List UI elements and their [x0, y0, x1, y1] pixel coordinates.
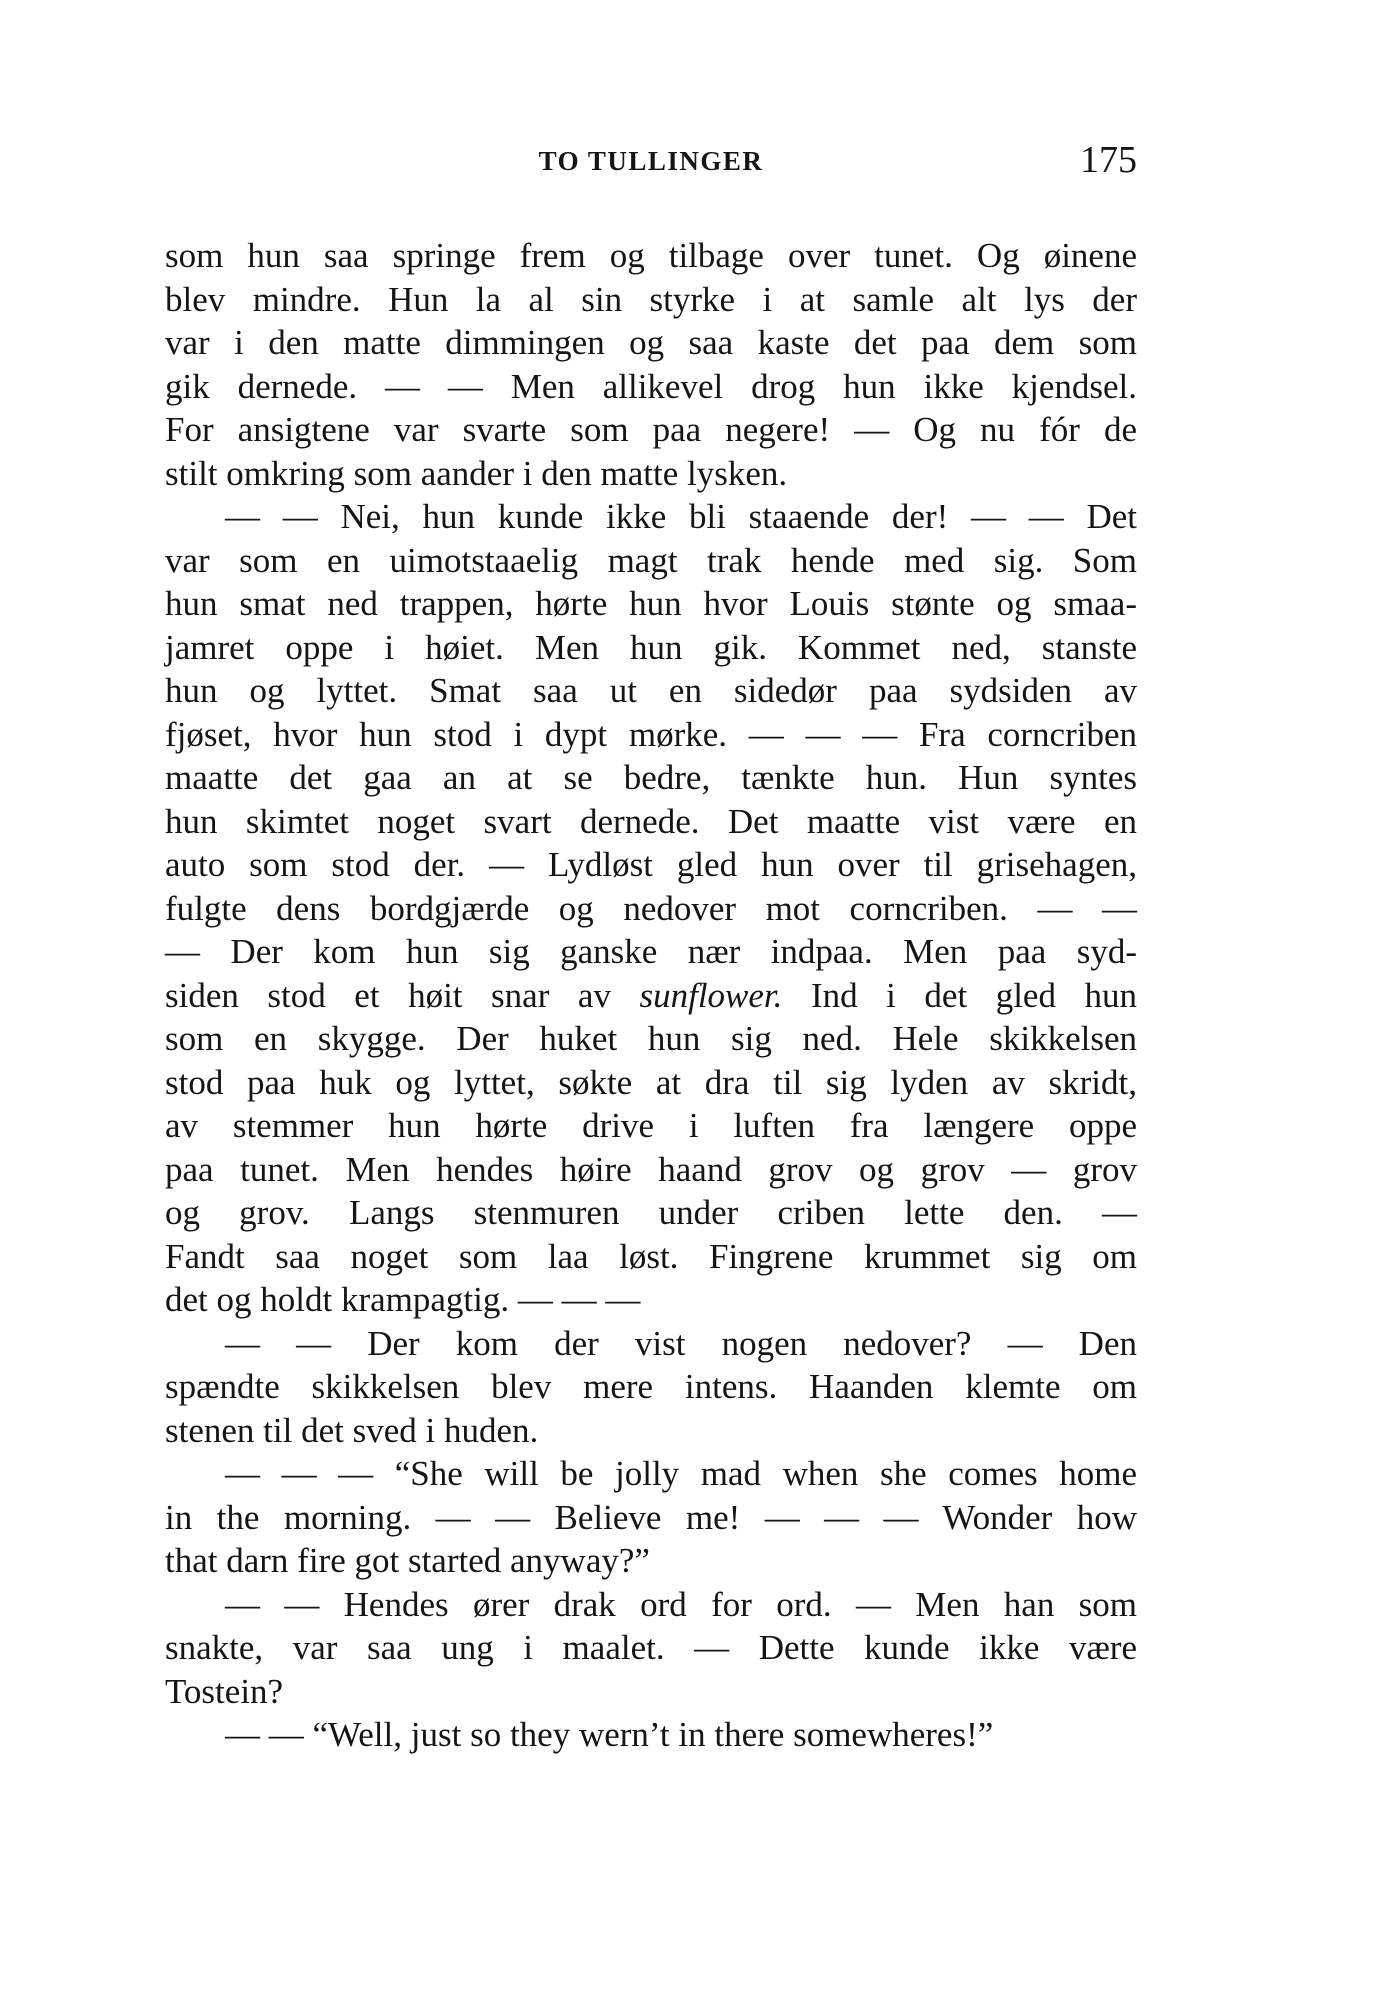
text-line: det og holdt krampagtig. — — — [165, 1280, 641, 1319]
body-text [165, 234, 1137, 1757]
text-line: — — — “She will be jolly mad when she comes home [225, 1454, 1137, 1493]
text-line: hun og lyttet. Smat saa ut en sidedør paa sydsiden av [165, 671, 1137, 710]
page-number: 175 [1080, 139, 1137, 181]
text-line: fulgte dens bordgjærde og nedover mot corncriben. — — [165, 888, 1137, 928]
text-line: stilt omkring som aander i den matte lysken. [165, 453, 788, 493]
text-fragment: siden stod et høit snar av [165, 975, 640, 1015]
running-title: TO TULLINGER [538, 146, 764, 176]
running-head [165, 138, 1137, 182]
text-line: — — Hendes ører drak ord for ord. — Men han som [225, 1584, 1137, 1624]
text-fragment: Ind i det gled hun [782, 975, 1137, 1015]
text-line: — — Nei, hun kunde ikke bli staaende der! — — Det [225, 497, 1137, 536]
text-line: stod paa huk og lyttet, søkte at dra til sig lyden av skridt, [165, 1062, 1137, 1102]
text-line: fjøset, hvor hun stod i dypt mørke. — — — Fra corncriben [165, 714, 1137, 754]
text-line: maatte det gaa an at se bedre, tænkte hun. Hun syntes [165, 758, 1137, 797]
text-line-with-italic [165, 974, 1137, 1018]
text-line: stenen til det sved i huden. [165, 1410, 539, 1450]
text-line: som en skygge. Der huket hun sig ned. Hele skikkelsen [165, 1019, 1137, 1058]
text-line: — — Der kom der vist nogen nedover? — Den [225, 1323, 1137, 1363]
text-line: Fandt saa noget som laa løst. Fingrene krummet sig om [165, 1236, 1137, 1276]
text-line: in the morning. — — Believe me! — — — Wonder how [165, 1497, 1137, 1537]
text-line: that darn fire got started anyway?” [165, 1541, 650, 1580]
text-line: og grov. Langs stenmuren under criben lette den. — [165, 1193, 1137, 1232]
text-line: — — “Well, just so they wern’t in there somewheres!” [225, 1715, 994, 1754]
text-line: For ansigtene var svarte som paa negere! — Og nu fór de [165, 410, 1137, 449]
italic-word: sunflower. [639, 975, 783, 1015]
text-line: paa tunet. Men hendes høire haand grov og grov — grov [165, 1149, 1137, 1189]
text-line: hun smat ned trappen, hørte hun hvor Louis stønte og smaa- [165, 584, 1137, 623]
text-line: — Der kom hun sig ganske nær indpaa. Men paa syd- [165, 932, 1137, 971]
text-line: som hun saa springe frem og tilbage over tunet. Og øinene [165, 236, 1137, 275]
text-line: snakte, var saa ung i maalet. — Dette kunde ikke være [165, 1628, 1137, 1667]
text-line: blev mindre. Hun la al sin styrke i at samle alt lys der [165, 279, 1137, 319]
text-line: auto som stod der. — Lydløst gled hun over til grisehagen, [165, 845, 1137, 884]
text-line: jamret oppe i høiet. Men hun gik. Kommet ned, stanste [165, 627, 1137, 667]
text-line: var som en uimotstaaelig magt trak hende med sig. Som [165, 540, 1137, 580]
text-line: gik dernede. — — Men allikevel drog hun ikke kjendsel. [165, 366, 1137, 406]
text-line: av stemmer hun hørte drive i luften fra længere oppe [165, 1106, 1137, 1145]
text-line: var i den matte dimmingen og saa kaste det paa dem som [165, 323, 1137, 362]
text-line: Tostein? [165, 1671, 284, 1711]
text-line: spændte skikkelsen blev mere intens. Haanden klemte om [165, 1367, 1137, 1406]
text-line: hun skimtet noget svart dernede. Det maatte vist være en [165, 801, 1137, 841]
